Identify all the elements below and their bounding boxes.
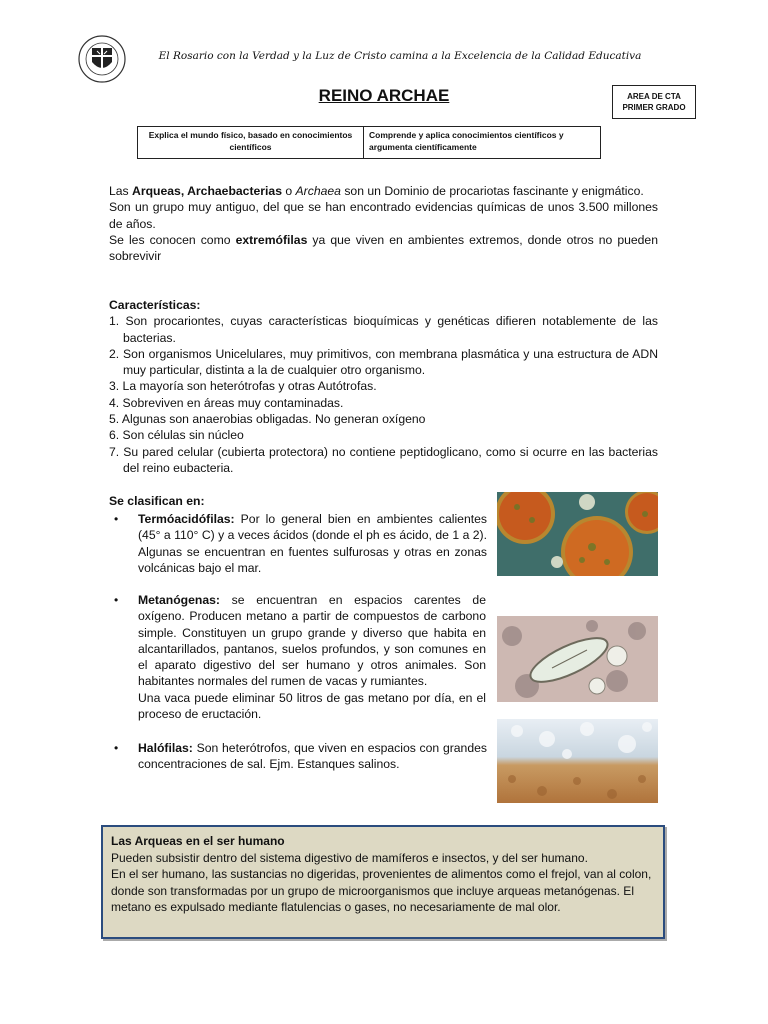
item-body [138,740,487,773]
bullet: • [114,593,119,607]
school-crest-icon [76,34,128,84]
intro-section [109,183,658,264]
list-item: 6. Son células sin núcleo [109,428,244,443]
text-italic: Archaea [295,184,341,198]
characteristics-section [109,297,658,476]
callout-line-2: En el ser humano, las sustancias no digeridas, provenientes de alimentos como el frejol, van al colon, donde son transformadas por un grupo de microorganismos que incluye arqueas metanógenas. El metano es expulsado mediante flatulencias o gases, no necesariamente de mal olor. [111,867,652,914]
methanogen-image [497,616,658,702]
item-name: Halófilas: [138,741,193,755]
thermoacidophile-micrograph [497,492,658,576]
classification-heading: Se clasifican en: [109,494,205,508]
area-box [612,85,696,119]
text-bold: Arqueas, Archaebacterias [132,184,282,198]
intro-paragraph-3 [109,232,658,265]
item-text: se encuentran en espacios carentes de oxígeno. Producen metano a partir de compuestos de carbono simple. Constituyen un grupo grande y diverso que habita en alcantarillados, pantanos, suelos profundos, y son comunes en el aparato digestivo del ser humano y otros animales. Son habitantes normales del rumen de vacas y rumiantes. [138,593,486,689]
characteristics-heading: Características: [109,298,201,312]
methanogen-micrograph [497,616,658,702]
characteristics-list [109,313,658,476]
text-span: Se les conocen como [109,232,236,247]
school-motto: El Rosario con la Verdad y la Luz de Cristo camina a la Excelencia de la Calidad Educativa [158,50,642,62]
item-text: Por lo general bien en ambientes calientes (45° a 110° C) y a veces ácidos (donde el ph es ácido, de 1 a 2). Algunas se encuentran en fuentes sulfurosas y otras en zonas volcánicas bajo el mar. [138,512,487,575]
list-item: 3. La mayoría son heterótrofas y otras Autótrofas. [109,379,377,394]
callout-heading: Las Arqueas en el ser humano [111,834,285,848]
list-item: 1. Son procariontes, cuyas características bioquímicas y genéticas difieren notablemente de las bacterias. [109,314,658,345]
thermoacidophile-image [497,492,658,576]
school-crest-logo [76,34,128,84]
list-item: 2. Son organismos Unicelulares, muy primitivos, con membrana plasmática y una estructura de ADN muy particular, distinta a la de cualquier otro organismo. [109,346,658,378]
text-span: son un Dominio de procariotas fascinante y enigmático. [340,184,644,198]
competency-left: Explica el mundo físico, basado en conocimientos científicos [138,127,364,158]
intro-paragraph-2: Son un grupo muy antiguo, del que se han encontrado evidencias químicas de unos 3.500 millones de años. [109,200,658,231]
grade-label: PRIMER GRADO [622,103,686,112]
halophile-image [497,719,658,803]
competency-table [137,126,601,159]
halofilas-item [114,740,487,773]
text-span: ya que viven en ambientes extremos, donde otros no pueden sobrevivir [109,232,658,264]
human-archaea-callout [101,825,665,939]
item-text: Son heterótrofos, que viven en espacios con grandes concentraciones de sal. Ejm. Estanques salinos. [138,741,487,772]
list-item: 4. Sobreviven en áreas muy contaminadas. [109,395,344,410]
termoacidofilas-item [114,511,487,576]
list-item: 7. Su pared celular (cubierta protectora) no contiene peptidoglicano, como si ocurre en las bacterias del reino eubacteria. [109,444,658,475]
item-body [138,511,487,576]
list-item: 5. Algunas son anaerobias obligadas. No generan oxígeno [109,412,426,427]
item-name: Metanógenas: [138,593,220,607]
text-bold: extremófilas [235,232,308,247]
salt-pond-photo [497,719,658,803]
item-text-extra: Una vaca puede eliminar 50 litros de gas metano por día, en el proceso de eructación. [138,690,486,722]
text-span: Las [109,184,133,198]
area-label: AREA DE CTA [627,92,681,101]
callout-line-1: Pueden subsistir dentro del sistema digestivo de mamíferos e insectos, y del ser humano. [111,850,588,865]
bullet: • [114,512,119,526]
text-span: o [281,184,296,198]
intro-paragraph-1 [109,183,658,199]
item-name: Termóacidófilas: [138,512,235,526]
bullet: • [114,741,119,755]
competency-right: Comprende y aplica conocimientos científicos y argumenta científicamente [369,130,564,152]
page-title: REINO ARCHAE [318,86,450,105]
